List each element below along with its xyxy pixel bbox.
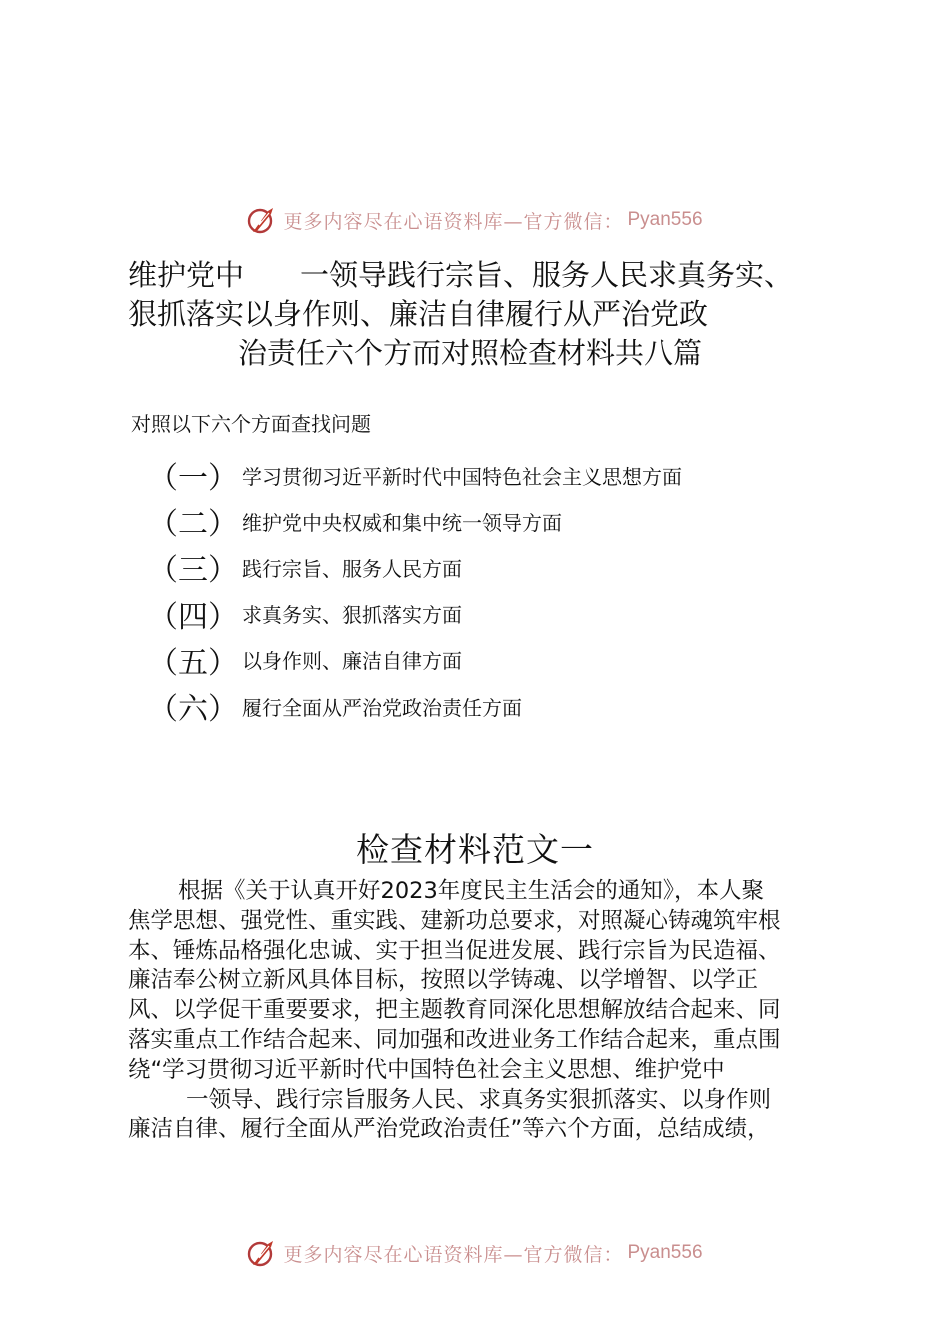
title-line-3: 治责任六个方而对照检查材料共八篇 — [238, 336, 703, 370]
document-title — [128, 256, 848, 373]
watermark-bottom — [0, 1233, 950, 1273]
body-line: 本、锤炼品格强化忠诚、实于担当促进发展、践行宗旨为民造福、 — [128, 937, 781, 964]
watermark-top — [0, 200, 950, 240]
body-line: 根据《关于认真开好2023年度民主生活会的通知》，本人聚 — [178, 878, 765, 904]
aspect-list — [148, 452, 848, 729]
body-line: 廉洁奉公树立新风具体目标，按照以学铸魂、以学增智、以学正 — [128, 967, 759, 994]
body-line: 一领导、践行宗旨服务人民、求真务实狠抓落实、以身作则 — [186, 1086, 772, 1113]
list-item-text: 求真务实、狠抓落实方面 — [242, 603, 462, 628]
title-line-2: 狠抓落实以身作则、廉洁自律履行从严治党政 — [128, 297, 709, 331]
title-line-1 — [128, 256, 848, 295]
watermark-text: 更多内容尽在心语资料库—官方微信： — [283, 210, 624, 233]
list-item-number: （三） — [148, 553, 238, 589]
list-item — [148, 591, 848, 637]
body-line: 焦学思想、强党性、重实践、建新功总要求，对照凝心铸魂筑牢根 — [128, 907, 781, 934]
intro-text: 对照以下六个方面查找问题 — [131, 412, 371, 436]
list-item-number: （二） — [148, 507, 238, 543]
body-text — [128, 877, 828, 1145]
watermark-text: 更多内容尽在心语资料库—官方微信： — [283, 1243, 624, 1266]
title-line-1-part-a: 维护党中 — [128, 258, 245, 292]
list-item-text: 践行宗旨、服务人民方面 — [242, 556, 462, 581]
list-item — [148, 498, 848, 544]
list-item-text: 学习贯彻习近平新时代中国特色社会主义思想方面 — [242, 464, 682, 489]
list-item — [148, 544, 848, 590]
quill-logo-icon — [247, 1238, 277, 1268]
list-item-number: （四） — [148, 599, 238, 635]
section-title: 检查材料范文一 — [356, 830, 594, 869]
list-item-text: 履行全面从严治党政治责任方面 — [242, 695, 522, 720]
body-line: 廉洁自律、履行全面从严治党政治责任”等六个方面，总结成绩， — [128, 1116, 770, 1143]
body-line: 绕“学习贯彻习近平新时代中国特色社会主义思想、维护党中 — [128, 1056, 725, 1083]
title-line-1-part-b: 一领导践行宗旨、服务人民求真务实、 — [300, 258, 794, 292]
list-item-number: （六） — [148, 692, 238, 728]
quill-logo-icon — [247, 205, 277, 235]
list-item — [148, 452, 848, 498]
watermark-id: Pyan556 — [627, 1242, 703, 1263]
list-item-number: （一） — [148, 461, 238, 497]
body-line: 落实重点工作结合起来、同加强和改进业务工作结合起来，重点围 — [128, 1026, 781, 1053]
list-item-text: 维护党中央权威和集中统一领导方面 — [242, 510, 562, 535]
body-line: 风、以学促干重要要求，把主题教育同深化思想解放结合起来、同 — [128, 997, 781, 1024]
list-item — [148, 637, 848, 683]
list-item-number: （五） — [148, 645, 238, 681]
list-item — [148, 683, 848, 729]
watermark-id: Pyan556 — [627, 209, 703, 230]
list-item-text: 以身作则、廉洁自律方面 — [242, 649, 462, 674]
